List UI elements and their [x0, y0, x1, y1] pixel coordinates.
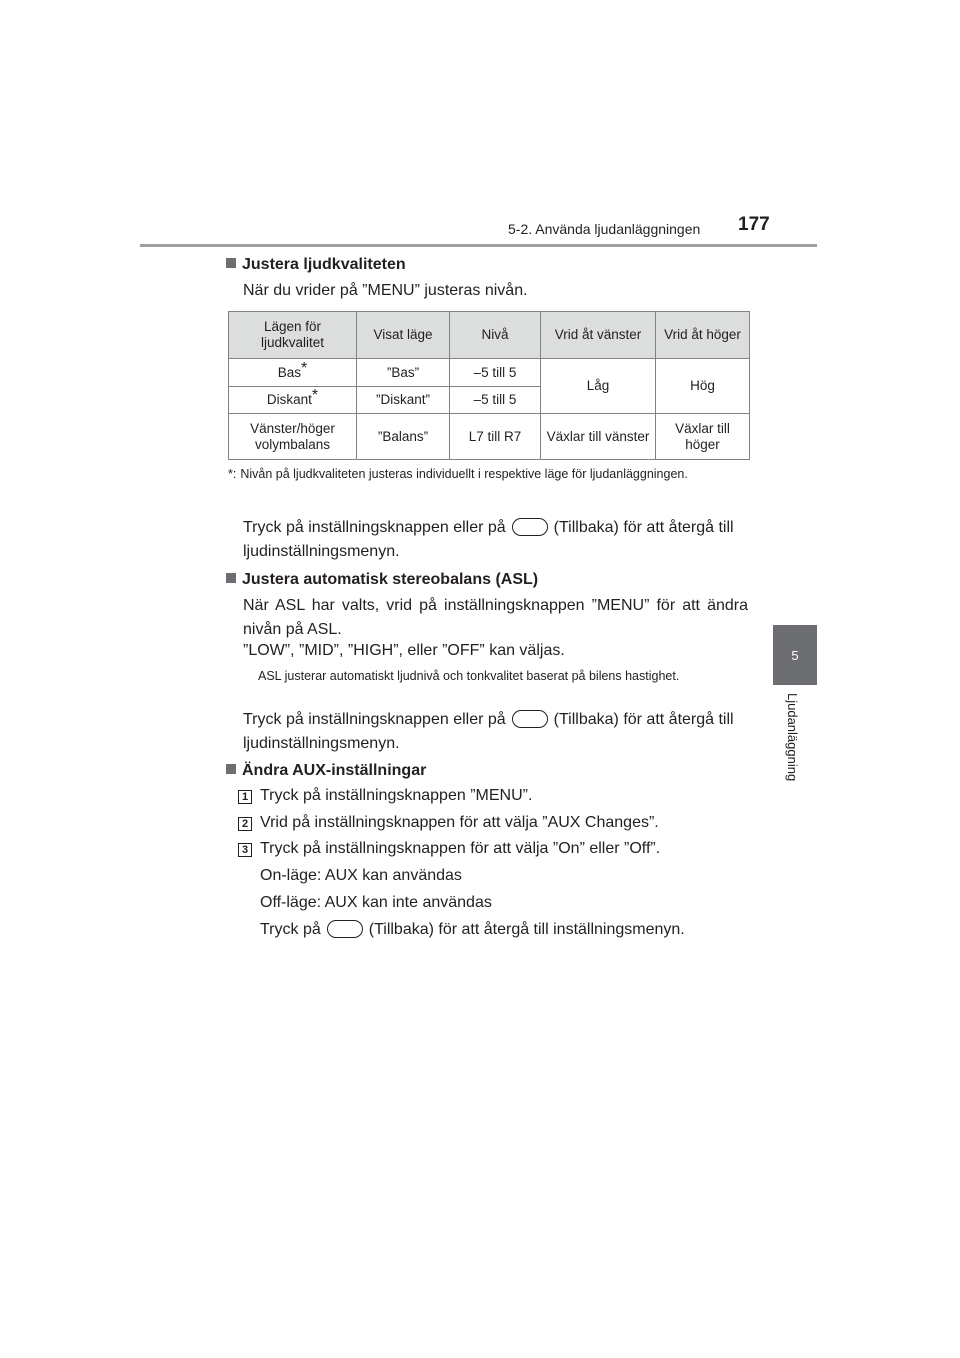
table-header-cell: Vrid åt vänster — [541, 312, 656, 359]
section-title: 5-2. Använda ljudanläggningen — [508, 221, 701, 237]
table-cell: ”Diskant” — [357, 387, 450, 414]
intro-text: När du vrider på ”MENU” justeras nivån. — [243, 282, 528, 299]
asl-text: När ASL har valts, vrid på inställningsknappen ”MENU” för att ändra nivån på ASL. — [243, 597, 748, 638]
chapter-label: Ljudanläggning — [785, 693, 800, 782]
step-number-box: 3 — [238, 840, 252, 858]
square-bullet-icon — [226, 258, 236, 268]
table-header-row — [229, 312, 750, 359]
square-bullet-icon — [226, 573, 236, 583]
on-mode-text: On-läge: AUX kan användas — [260, 867, 462, 884]
return-instruction-2: Tryck på inställningsknappen eller på (Tillbaka) för att återgå till ljudinställningsmenyn. — [243, 711, 734, 752]
asl-note: ASL justerar automatiskt ljudnivå och tonkvalitet baserat på bilens hastighet. — [258, 669, 680, 683]
return-instruction-1: Tryck på inställningsknappen eller på (Tillbaka) för att återgå till ljudinställningsmenyn. — [243, 519, 734, 560]
table-cell: Bas* — [229, 359, 357, 387]
chapter-number: 5 — [791, 647, 799, 663]
table-cell: ”Balans” — [357, 414, 450, 460]
back-button-icon — [512, 518, 548, 536]
table-cell: L7 till R7 — [450, 414, 541, 460]
footnote-mark: *: — [228, 467, 237, 481]
table-cell: Diskant* — [229, 387, 357, 414]
square-bullet-icon — [226, 764, 236, 774]
table-header-cell: Lägen för ljudkvalitet — [229, 312, 357, 359]
table-cell: Vänster/höger volymbalans — [229, 414, 357, 460]
footnote-star: * — [311, 387, 319, 404]
heading-asl: Justera automatisk stereobalans (ASL) — [226, 571, 538, 589]
step-text: Tryck på inställningsknappen ”MENU”. — [260, 787, 533, 804]
table-header-cell: Visat läge — [357, 312, 450, 359]
table-cell: –5 till 5 — [450, 387, 541, 414]
step-number-box: 1 — [238, 787, 252, 805]
step-number-box: 2 — [238, 814, 252, 832]
table-cell: Hög — [656, 359, 750, 414]
chapter-tab — [773, 625, 817, 685]
asl-options: ”LOW”, ”MID”, ”HIGH”, eller ”OFF” kan väljas. — [243, 642, 565, 659]
off-mode-text: Off-läge: AUX kan inte användas — [260, 894, 492, 911]
return-instruction-3: Tryck på (Tillbaka) för att återgå till inställningsmenyn. — [260, 921, 685, 938]
footnote — [228, 466, 743, 483]
heading-adjust-quality: Justera ljudkvaliteten — [226, 256, 406, 274]
table-row — [229, 414, 750, 460]
table-header-cell: Vrid åt höger — [656, 312, 750, 359]
table-cell: ”Bas” — [357, 359, 450, 387]
table-header-cell: Nivå — [450, 312, 541, 359]
back-button-icon — [512, 710, 548, 728]
table-cell: –5 till 5 — [450, 359, 541, 387]
heading-aux: Ändra AUX-inställningar — [226, 762, 426, 780]
table-cell: Växlar till höger — [656, 414, 750, 460]
back-button-icon — [327, 920, 363, 938]
footnote-star: * — [301, 359, 308, 377]
table-cell: Växlar till vänster — [541, 414, 656, 460]
header-divider — [140, 244, 817, 247]
page-number: 177 — [738, 214, 770, 235]
step-text: Vrid på inställningsknappen för att välja ”AUX Changes”. — [260, 814, 659, 831]
step-text: Tryck på inställningsknappen för att välja ”On” eller ”Off”. — [260, 840, 661, 857]
sound-quality-table — [228, 311, 750, 460]
footnote-text: Nivån på ljudkvaliteten justeras individuellt i respektive läge för ljudanläggningen. — [240, 467, 688, 481]
table-row — [229, 359, 750, 387]
chapter-label-container — [785, 693, 805, 803]
table-cell: Låg — [541, 359, 656, 414]
